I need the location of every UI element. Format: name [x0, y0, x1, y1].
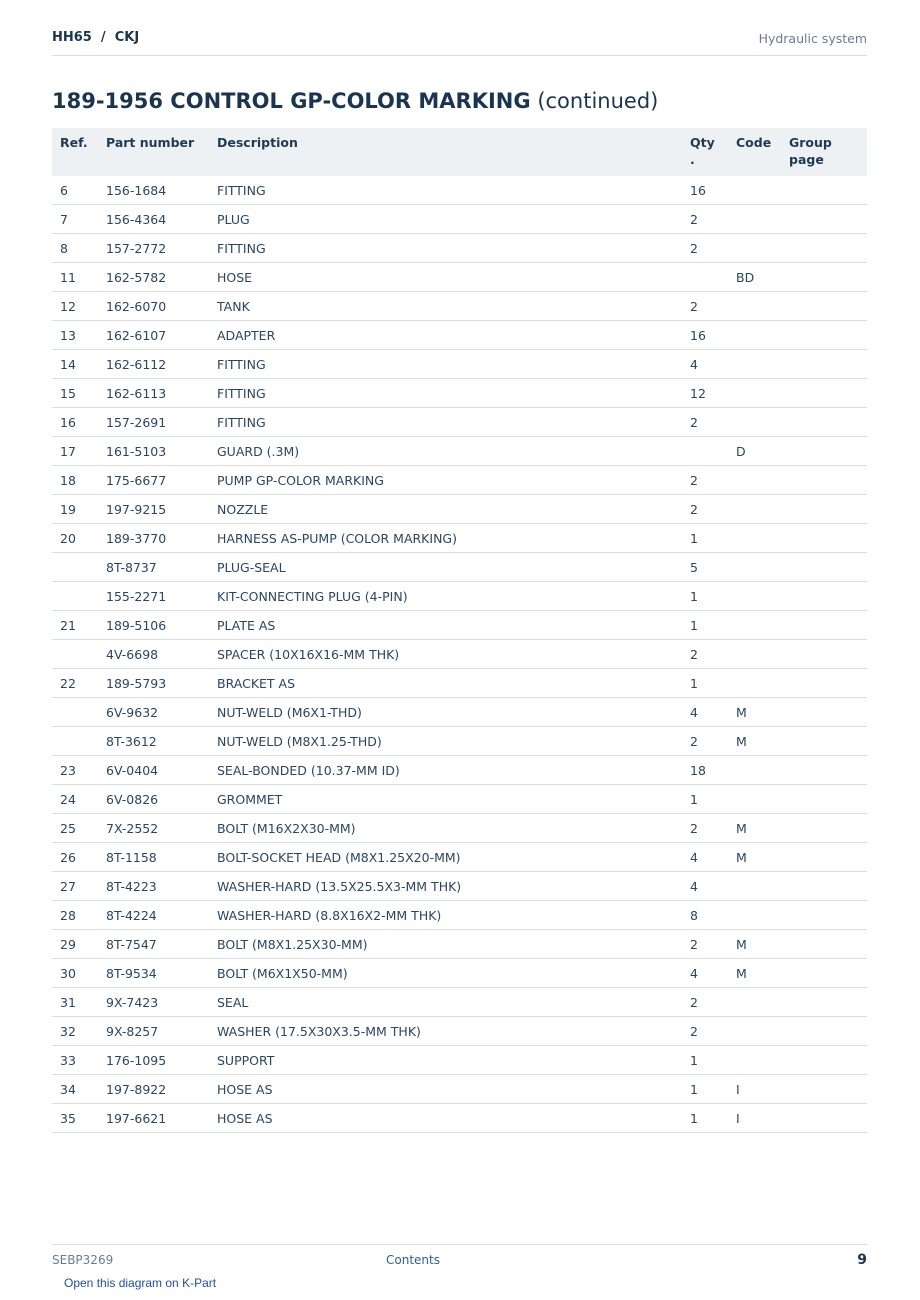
contents-link[interactable]: Contents — [386, 1253, 440, 1267]
cell-qty: 4 — [682, 350, 728, 379]
table-row — [52, 727, 867, 756]
cell-ref: 23 — [52, 756, 98, 785]
cell-description: SEAL — [209, 988, 682, 1017]
cell-qty: 2 — [682, 408, 728, 437]
doc-id: SEBP3269 — [52, 1253, 114, 1267]
cell-code: M — [728, 959, 781, 988]
cell-code — [728, 785, 781, 814]
table-row — [52, 205, 867, 234]
cell-group-page — [781, 234, 867, 263]
cell-ref: 13 — [52, 321, 98, 350]
cell-ref: 31 — [52, 988, 98, 1017]
cell-code — [728, 495, 781, 524]
table-row — [52, 1104, 867, 1133]
cell-qty: 5 — [682, 553, 728, 582]
cell-description: BOLT (M6X1X50-MM) — [209, 959, 682, 988]
table-row — [52, 292, 867, 321]
cell-qty: 2 — [682, 988, 728, 1017]
cell-ref: 28 — [52, 901, 98, 930]
cell-part-number[interactable]: 176-1095 — [98, 1046, 209, 1075]
table-row — [52, 611, 867, 640]
table-row — [52, 1046, 867, 1075]
cell-ref: 15 — [52, 379, 98, 408]
cell-qty: 1 — [682, 669, 728, 698]
cell-group-page — [781, 756, 867, 785]
cell-code — [728, 582, 781, 611]
cell-qty: 2 — [682, 930, 728, 959]
table-row — [52, 379, 867, 408]
cell-group-page — [781, 959, 867, 988]
table-row — [52, 524, 867, 553]
table-row — [52, 437, 867, 466]
cell-group-page — [781, 1017, 867, 1046]
cell-qty: 2 — [682, 292, 728, 321]
cell-ref: 11 — [52, 263, 98, 292]
table-row — [52, 756, 867, 785]
cell-ref: 6 — [52, 176, 98, 205]
cell-group-page — [781, 872, 867, 901]
cell-qty: 1 — [682, 524, 728, 553]
cell-description: WASHER-HARD (8.8X16X2-MM THK) — [209, 901, 682, 930]
cell-ref: 12 — [52, 292, 98, 321]
cell-description: HOSE AS — [209, 1104, 682, 1133]
cell-description: NOZZLE — [209, 495, 682, 524]
parts-table-body — [52, 176, 867, 1133]
col-header-qty: Qty . — [682, 128, 728, 176]
cell-ref: 14 — [52, 350, 98, 379]
cell-code — [728, 379, 781, 408]
cell-code: M — [728, 727, 781, 756]
table-row — [52, 785, 867, 814]
cell-group-page — [781, 1104, 867, 1133]
cell-group-page — [781, 843, 867, 872]
cell-part-number[interactable]: 162-6112 — [98, 350, 209, 379]
cell-code: I — [728, 1075, 781, 1104]
cell-group-page — [781, 901, 867, 930]
cell-code — [728, 872, 781, 901]
cell-description: SEAL-BONDED (10.37-MM ID) — [209, 756, 682, 785]
cell-code — [728, 408, 781, 437]
cell-group-page — [781, 582, 867, 611]
col-header-group-page: Group page — [781, 128, 867, 176]
cell-qty — [682, 437, 728, 466]
cell-qty: 4 — [682, 698, 728, 727]
cell-description: SUPPORT — [209, 1046, 682, 1075]
cell-qty: 8 — [682, 901, 728, 930]
cell-group-page — [781, 988, 867, 1017]
cell-code: M — [728, 698, 781, 727]
table-row — [52, 582, 867, 611]
cell-part-number[interactable]: 162-6070 — [98, 292, 209, 321]
table-row — [52, 843, 867, 872]
cell-qty — [682, 263, 728, 292]
cell-code — [728, 176, 781, 205]
cell-ref — [52, 553, 98, 582]
cell-ref: 16 — [52, 408, 98, 437]
cell-part-number[interactable]: 175-6677 — [98, 466, 209, 495]
cell-qty: 2 — [682, 234, 728, 263]
cell-part-number[interactable]: 7X-2552 — [98, 814, 209, 843]
cell-part-number[interactable]: 162-6113 — [98, 379, 209, 408]
cell-ref: 7 — [52, 205, 98, 234]
cell-description: GROMMET — [209, 785, 682, 814]
cell-part-number[interactable]: 6V-0404 — [98, 756, 209, 785]
section-label: Hydraulic system — [758, 31, 867, 46]
table-header-row — [52, 128, 867, 176]
table-row — [52, 959, 867, 988]
cell-part-number[interactable]: 156-1684 — [98, 176, 209, 205]
cell-group-page — [781, 350, 867, 379]
table-row — [52, 1075, 867, 1104]
cell-group-page — [781, 698, 867, 727]
cell-ref — [52, 640, 98, 669]
cell-group-page — [781, 669, 867, 698]
cell-qty: 2 — [682, 205, 728, 234]
cell-ref: 26 — [52, 843, 98, 872]
cell-group-page — [781, 1046, 867, 1075]
cell-qty: 1 — [682, 785, 728, 814]
cell-ref: 20 — [52, 524, 98, 553]
table-row — [52, 350, 867, 379]
cell-group-page — [781, 611, 867, 640]
cell-code: I — [728, 1104, 781, 1133]
cell-qty: 4 — [682, 843, 728, 872]
cell-code — [728, 988, 781, 1017]
cell-part-number[interactable]: 8T-8737 — [98, 553, 209, 582]
cell-part-number[interactable]: 155-2271 — [98, 582, 209, 611]
cell-qty: 1 — [682, 1104, 728, 1133]
cell-qty: 1 — [682, 1046, 728, 1075]
cell-description: FITTING — [209, 176, 682, 205]
cell-code — [728, 205, 781, 234]
cell-code — [728, 756, 781, 785]
cell-ref — [52, 582, 98, 611]
col-header-ref: Ref. — [52, 128, 98, 176]
cell-part-number[interactable]: 6V-9632 — [98, 698, 209, 727]
cell-description: BOLT (M8X1.25X30-MM) — [209, 930, 682, 959]
cell-group-page — [781, 930, 867, 959]
cell-group-page — [781, 1075, 867, 1104]
cell-code — [728, 321, 781, 350]
cell-group-page — [781, 785, 867, 814]
cell-qty: 16 — [682, 176, 728, 205]
cell-group-page — [781, 176, 867, 205]
table-row — [52, 1017, 867, 1046]
cell-ref: 34 — [52, 1075, 98, 1104]
cell-description: HARNESS AS-PUMP (COLOR MARKING) — [209, 524, 682, 553]
cell-part-number[interactable]: 6V-0826 — [98, 785, 209, 814]
cell-code: M — [728, 930, 781, 959]
cell-ref: 33 — [52, 1046, 98, 1075]
cell-part-number[interactable]: 4V-6698 — [98, 640, 209, 669]
cell-description: FITTING — [209, 234, 682, 263]
cell-description: PLUG-SEAL — [209, 553, 682, 582]
cell-ref: 25 — [52, 814, 98, 843]
title-main: 189-1956 CONTROL GP-COLOR MARKING — [52, 89, 531, 113]
cell-code: BD — [728, 263, 781, 292]
cell-description: NUT-WELD (M6X1-THD) — [209, 698, 682, 727]
cell-ref: 32 — [52, 1017, 98, 1046]
table-row — [52, 495, 867, 524]
cell-ref — [52, 727, 98, 756]
cell-description: WASHER-HARD (13.5X25.5X3-MM THK) — [209, 872, 682, 901]
cell-qty: 2 — [682, 814, 728, 843]
cell-code — [728, 466, 781, 495]
cell-description: ADAPTER — [209, 321, 682, 350]
cell-code — [728, 234, 781, 263]
cell-part-number[interactable]: 8T-3612 — [98, 727, 209, 756]
cell-group-page — [781, 321, 867, 350]
table-row — [52, 234, 867, 263]
cell-code — [728, 1017, 781, 1046]
cell-ref: 29 — [52, 930, 98, 959]
cell-qty: 2 — [682, 727, 728, 756]
model-label: HH65 / CKJ — [52, 30, 140, 45]
page-header — [52, 28, 867, 56]
table-row — [52, 669, 867, 698]
table-row — [52, 988, 867, 1017]
cell-qty: 12 — [682, 379, 728, 408]
cell-ref — [52, 698, 98, 727]
cell-code: M — [728, 814, 781, 843]
cell-group-page — [781, 292, 867, 321]
cell-ref: 24 — [52, 785, 98, 814]
cell-part-number[interactable]: 161-5103 — [98, 437, 209, 466]
cell-group-page — [781, 408, 867, 437]
cell-group-page — [781, 495, 867, 524]
cell-group-page — [781, 466, 867, 495]
col-header-description: Description — [209, 128, 682, 176]
cell-ref: 30 — [52, 959, 98, 988]
cell-description: FITTING — [209, 350, 682, 379]
cell-part-number[interactable]: 8T-1158 — [98, 843, 209, 872]
cell-qty: 1 — [682, 1075, 728, 1104]
cell-ref: 18 — [52, 466, 98, 495]
cell-qty: 1 — [682, 611, 728, 640]
table-row — [52, 872, 867, 901]
cell-description: HOSE — [209, 263, 682, 292]
col-header-code: Code — [728, 128, 781, 176]
cell-part-number[interactable]: 156-4364 — [98, 205, 209, 234]
kpart-diagram-link[interactable]: Open this diagram on K-Part — [64, 1276, 217, 1290]
cell-group-page — [781, 437, 867, 466]
table-row — [52, 408, 867, 437]
cell-description: BOLT (M16X2X30-MM) — [209, 814, 682, 843]
table-row — [52, 640, 867, 669]
cell-description: FITTING — [209, 408, 682, 437]
parts-table — [52, 128, 867, 1133]
table-row — [52, 553, 867, 582]
cell-description: FITTING — [209, 379, 682, 408]
cell-qty: 2 — [682, 495, 728, 524]
cell-code — [728, 669, 781, 698]
cell-ref: 21 — [52, 611, 98, 640]
cell-code — [728, 350, 781, 379]
cell-part-number[interactable]: 8T-4224 — [98, 901, 209, 930]
cell-qty: 2 — [682, 1017, 728, 1046]
cell-part-number[interactable]: 8T-7547 — [98, 930, 209, 959]
cell-code — [728, 553, 781, 582]
cell-group-page — [781, 205, 867, 234]
cell-code — [728, 611, 781, 640]
cell-code: D — [728, 437, 781, 466]
cell-description: TANK — [209, 292, 682, 321]
cell-part-number[interactable]: 189-3770 — [98, 524, 209, 553]
cell-group-page — [781, 379, 867, 408]
table-row — [52, 321, 867, 350]
cell-group-page — [781, 524, 867, 553]
cell-ref: 22 — [52, 669, 98, 698]
cell-group-page — [781, 640, 867, 669]
cell-ref: 8 — [52, 234, 98, 263]
cell-description: SPACER (10X16X16-MM THK) — [209, 640, 682, 669]
page-footer — [52, 1244, 867, 1275]
cell-qty: 4 — [682, 872, 728, 901]
cell-description: KIT-CONNECTING PLUG (4-PIN) — [209, 582, 682, 611]
cell-description: GUARD (.3M) — [209, 437, 682, 466]
cell-description: NUT-WELD (M8X1.25-THD) — [209, 727, 682, 756]
cell-group-page — [781, 727, 867, 756]
table-row — [52, 176, 867, 205]
cell-part-number[interactable]: 9X-8257 — [98, 1017, 209, 1046]
cell-group-page — [781, 814, 867, 843]
cell-part-number[interactable]: 157-2772 — [98, 234, 209, 263]
cell-description: PLATE AS — [209, 611, 682, 640]
cell-qty: 18 — [682, 756, 728, 785]
cell-code — [728, 640, 781, 669]
cell-part-number[interactable]: 162-6107 — [98, 321, 209, 350]
cell-qty: 4 — [682, 959, 728, 988]
table-row — [52, 814, 867, 843]
cell-part-number[interactable]: 9X-7423 — [98, 988, 209, 1017]
cell-code — [728, 524, 781, 553]
cell-description: BOLT-SOCKET HEAD (M8X1.25X20-MM) — [209, 843, 682, 872]
cell-part-number[interactable]: 189-5106 — [98, 611, 209, 640]
cell-description: BRACKET AS — [209, 669, 682, 698]
cell-description: HOSE AS — [209, 1075, 682, 1104]
cell-part-number[interactable]: 162-5782 — [98, 263, 209, 292]
cell-part-number[interactable]: 197-9215 — [98, 495, 209, 524]
cell-code — [728, 901, 781, 930]
cell-code — [728, 1046, 781, 1075]
cell-group-page — [781, 553, 867, 582]
cell-ref: 35 — [52, 1104, 98, 1133]
table-row — [52, 263, 867, 292]
cell-description: PUMP GP-COLOR MARKING — [209, 466, 682, 495]
page-number: 9 — [857, 1252, 867, 1268]
cell-ref: 17 — [52, 437, 98, 466]
cell-code: M — [728, 843, 781, 872]
cell-description: PLUG — [209, 205, 682, 234]
cell-ref: 27 — [52, 872, 98, 901]
table-row — [52, 698, 867, 727]
col-header-part-number: Part number — [98, 128, 209, 176]
cell-code — [728, 292, 781, 321]
cell-part-number[interactable]: 8T-4223 — [98, 872, 209, 901]
cell-part-number[interactable]: 197-6621 — [98, 1104, 209, 1133]
cell-part-number[interactable]: 8T-9534 — [98, 959, 209, 988]
title-suffix: (continued) — [537, 89, 659, 113]
cell-qty: 1 — [682, 582, 728, 611]
cell-part-number[interactable]: 157-2691 — [98, 408, 209, 437]
cell-part-number[interactable]: 197-8922 — [98, 1075, 209, 1104]
cell-part-number[interactable]: 189-5793 — [98, 669, 209, 698]
cell-qty: 2 — [682, 640, 728, 669]
cell-qty: 2 — [682, 466, 728, 495]
cell-ref: 19 — [52, 495, 98, 524]
table-row — [52, 930, 867, 959]
table-row — [52, 901, 867, 930]
table-row — [52, 466, 867, 495]
cell-group-page — [781, 263, 867, 292]
cell-qty: 16 — [682, 321, 728, 350]
cell-description: WASHER (17.5X30X3.5-MM THK) — [209, 1017, 682, 1046]
page-title — [52, 89, 658, 113]
